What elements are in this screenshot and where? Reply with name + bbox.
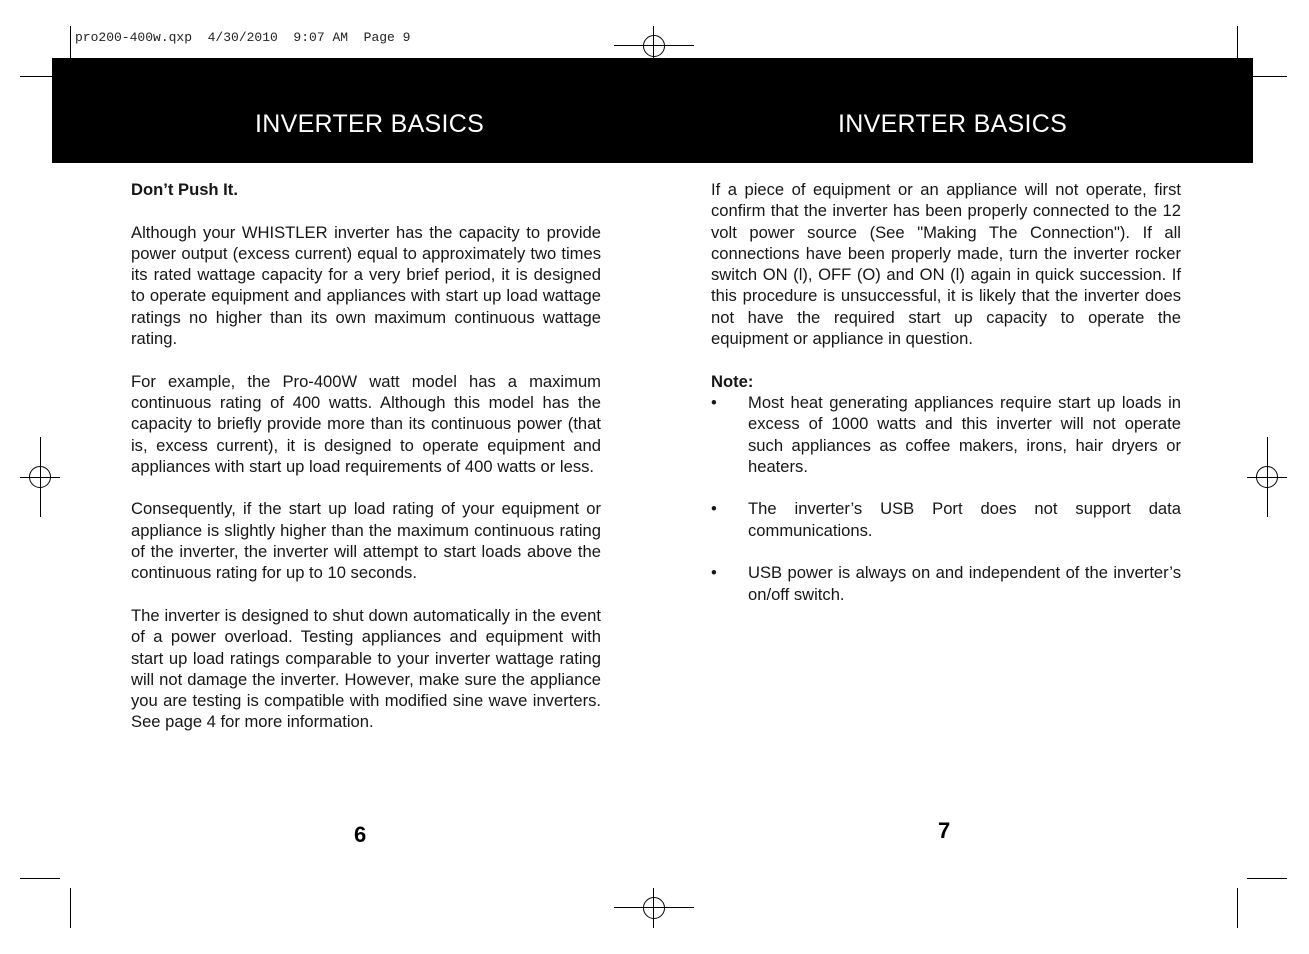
list-item-text: The inverter’s USB Port does not support data communications. [748, 499, 1181, 540]
list-item-text: Most heat generating appliances require start up loads in excess of 1000 watts and this inverter will not operate such appliances as coffee makers, irons, hair dryers or heaters. [748, 392, 1181, 476]
right-page-title: INVERTER BASICS [838, 110, 1068, 138]
list-item [711, 562, 1181, 605]
bullet-icon: • [711, 563, 717, 583]
paragraph: The inverter is designed to shut down automatically in the event of a power overload. Testing appliances and equipment with start up load ratings comparable to your inverter wattage rating will not damage the inverter. However, make sure the appliance you are testing is compatible with modified sine wave inverters. See page 4 for more information. [131, 605, 601, 732]
intro-paragraph: If a piece of equipment or an appliance will not operate, first confirm that the inverter has been properly connected to the 12 volt power source (See "Making The Connection"). If all connections have been properly made, turn the inverter rocker switch ON (l), OFF (O) and ON (l) again in quick succession. If this procedure is unsuccessful, it is likely that the inverter does not have the required start up capacity to operate the equipment or appliance in question. [711, 180, 1181, 349]
page-number-left: 6 [354, 822, 367, 847]
page-number-right: 7 [938, 818, 951, 843]
list-item-text: USB power is always on and independent of the inverter’s on/off switch. [748, 563, 1181, 604]
bullet-icon: • [711, 392, 717, 412]
printer-slug: pro200-400w.qxp 4/30/2010 9:07 AM Page 9 [75, 30, 411, 45]
header-bar [52, 58, 1253, 163]
right-page-body [711, 179, 1181, 605]
paragraph: For example, the Pro-400W watt model has a maximum continuous rating of 400 watts. Although this model has the capacity to briefly provide more than its continuous power (that is, excess current), it is designed to operate equipment and appliances with start up load requirements of 400 watts or less. [131, 371, 601, 476]
paragraph: Consequently, if the start up load rating of your equipment or appliance is slightly higher than the maximum continuous rating of the inverter, the inverter will attempt to start loads above the continuous rating for up to 10 seconds. [131, 499, 601, 583]
section-heading: Don’t Push It. [131, 180, 238, 199]
note-label: Note: [711, 371, 754, 391]
list-item [711, 392, 1181, 477]
list-item [711, 498, 1181, 541]
left-page-body [131, 179, 601, 733]
bullet-icon: • [711, 499, 717, 519]
left-page-title: INVERTER BASICS [255, 110, 485, 138]
paragraph: Although your WHISTLER inverter has the capacity to provide power output (excess current) equal to approximately two times its rated wattage capacity for a very brief period, it is designed to operate equipment and appliances with start up load wattage ratings no higher than its own maximum continuous wattage rating. [131, 222, 601, 349]
